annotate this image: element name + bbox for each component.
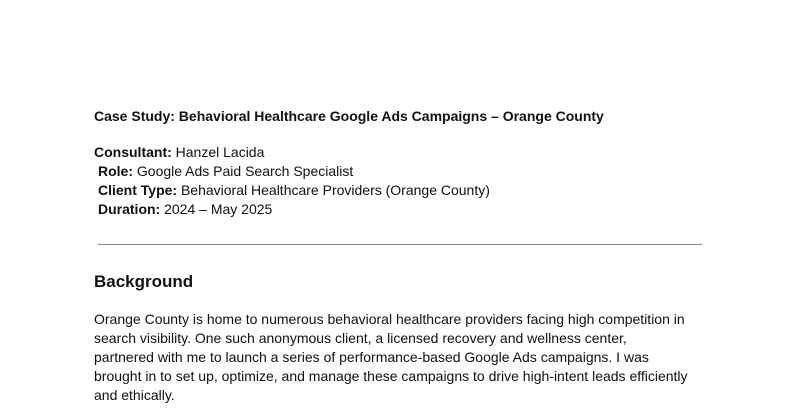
paragraph-line: search visibility. One such anonymous client, a licensed recovery and wellness center, [94,330,627,346]
duration-label: Duration: [98,201,161,217]
paragraph-line: and ethically. [94,387,175,403]
paragraph-line: partnered with me to launch a series of performance-based Google Ads campaigns. I was [94,349,649,365]
client-type-line [94,181,490,200]
project-details [94,143,490,219]
client-type-label: Client Type: [98,182,178,198]
consultant-line [94,143,490,162]
consultant-value: Hanzel Lacida [171,144,265,160]
role-line [94,162,490,181]
paragraph-line: brought in to set up, optimize, and manage these campaigns to drive high-intent leads efficiently [94,368,688,384]
consultant-label: Consultant: [94,144,172,160]
duration-value: 2024 – May 2025 [160,201,273,217]
role-label: Role: [98,163,133,179]
client-type-value: Behavioral Healthcare Providers (Orange County) [177,182,490,198]
document-title: Case Study: Behavioral Healthcare Google Ads Campaigns – Orange County [94,108,604,124]
background-heading: Background [94,272,194,291]
background-paragraph [94,310,714,405]
duration-line [94,200,490,219]
section-divider [98,244,702,245]
paragraph-line: Orange County is home to numerous behavioral healthcare providers facing high competition in [94,311,685,327]
role-value: Google Ads Paid Search Specialist [133,163,354,179]
